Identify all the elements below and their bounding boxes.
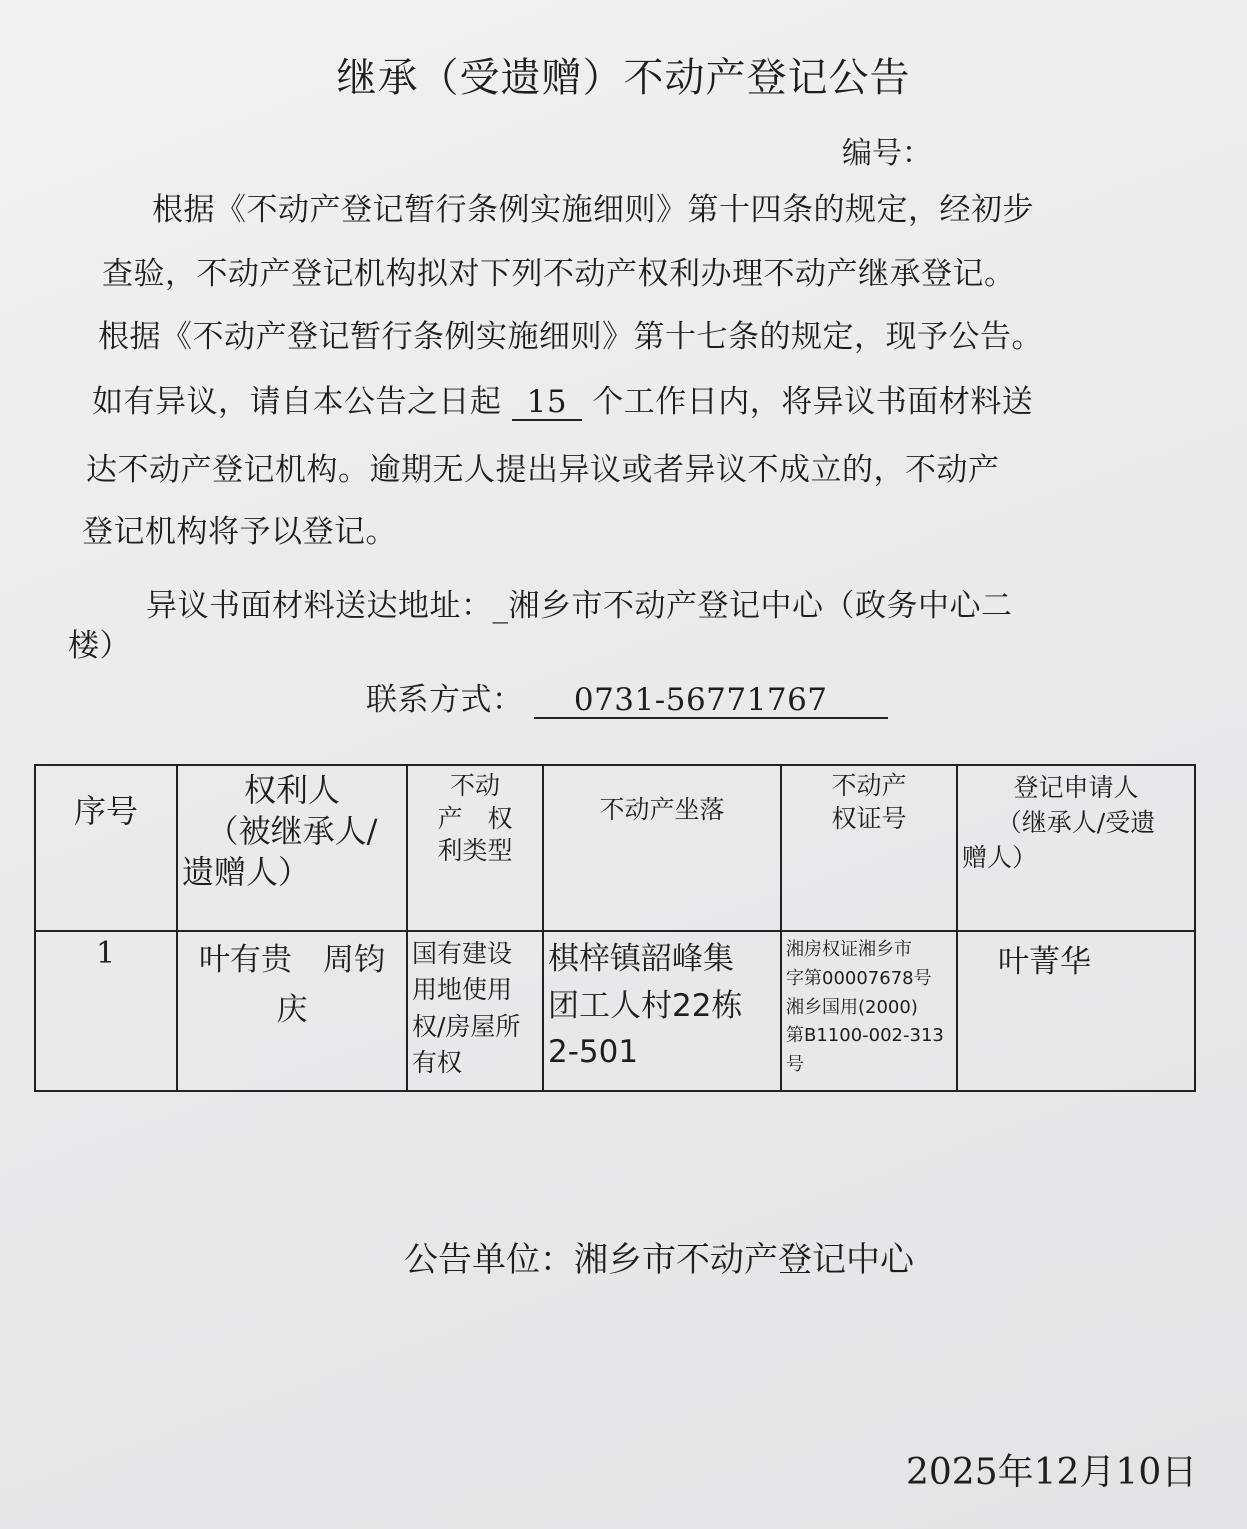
cell-cert-line: 第B1100-002-313	[786, 1025, 944, 1047]
address-line-1: 异议书面材料送达地址：_湘乡市不动产登记中心（政务中心二	[146, 588, 1013, 624]
cell-cert-line: 湘乡国用(2000)	[786, 996, 918, 1018]
header-type-line: 不动	[449, 771, 500, 800]
header-holder-line: 遗赠人）	[182, 852, 311, 891]
cell-applicant: 叶菁华	[957, 931, 1195, 1091]
paragraph-line-2: 查验，不动产登记机构拟对下列不动产权利办理不动产继承登记。	[102, 256, 1016, 292]
objection-line-1	[92, 376, 1033, 421]
contact-label: 联系方式：	[366, 682, 524, 718]
cell-type-line: 有权	[412, 1047, 463, 1077]
cell-location-line: 棋梓镇韶峰集	[548, 941, 734, 977]
cell-cert-line: 号	[786, 1054, 804, 1076]
header-applicant-line: （继承人/受遗	[996, 808, 1156, 837]
issuer: 公告单位：湘乡市不动产登记中心	[404, 1240, 914, 1280]
cell-type-line: 国有建设	[412, 939, 513, 968]
cell-holder-line: 庆	[276, 991, 308, 1028]
header-holder-line: （被继承人/	[206, 811, 378, 850]
header-cert-line: 权证号	[831, 803, 907, 833]
cell-location-line: 团工人村22栋	[548, 987, 743, 1024]
header-type	[407, 765, 543, 931]
cell-cert	[781, 931, 957, 1091]
header-type-line: 产 权	[437, 803, 513, 833]
cell-holder	[177, 931, 407, 1091]
cell-location	[543, 931, 781, 1091]
notice-date: 2025年12月10日	[906, 1452, 1198, 1493]
paragraph-line-1: 根据《不动产登记暂行条例实施细则》第十四条的规定，经初步	[152, 192, 1034, 228]
contact-phone: 0731-56771767	[534, 683, 888, 719]
paragraph-line-3: 根据《不动产登记暂行条例实施细则》第十七条的规定，现予公告。	[98, 319, 1043, 355]
objection-days: 15	[512, 386, 582, 421]
cell-cert-line: 湘房权证湘乡市	[786, 939, 912, 960]
header-applicant-line: 赠人）	[962, 843, 1038, 872]
header-holder-line: 权利人	[243, 771, 340, 809]
header-type-line: 利类型	[437, 836, 513, 865]
cell-type-line: 用地使用	[412, 975, 513, 1005]
header-cert	[781, 765, 957, 931]
objection-line-2: 达不动产登记机构。逾期无人提出异议或者异议不成立的，不动产	[86, 452, 1000, 488]
header-holder	[177, 765, 407, 931]
notice-title: 继承（受遗赠）不动产登记公告	[336, 55, 911, 101]
registration-table	[34, 764, 1196, 1092]
header-seq: 序号	[35, 765, 177, 931]
cell-seq: 1	[35, 931, 177, 1091]
objection-prefix: 如有异议，请自本公告之日起	[92, 384, 502, 420]
header-applicant-line: 登记申请人	[1013, 773, 1139, 802]
notice-number-label: 编号：	[842, 136, 932, 171]
table-header-row	[35, 765, 1195, 931]
cell-type-line: 权/房屋所	[412, 1011, 521, 1041]
header-location: 不动产坐落	[543, 765, 781, 931]
contact-line	[366, 674, 888, 719]
header-applicant	[957, 765, 1195, 931]
cell-type	[407, 931, 543, 1091]
cell-location-line: 2-501	[548, 1034, 639, 1070]
cell-holder-line: 叶有贵 周钧	[199, 942, 385, 978]
objection-line-3: 登记机构将予以登记。	[82, 514, 397, 550]
address-line-2: 楼）	[68, 628, 131, 664]
cell-cert-line: 字第00007678号	[786, 967, 932, 989]
header-cert-line: 不动产	[831, 771, 907, 800]
table-row	[35, 931, 1195, 1091]
objection-suffix: 个工作日内，将异议书面材料送	[592, 384, 1034, 420]
